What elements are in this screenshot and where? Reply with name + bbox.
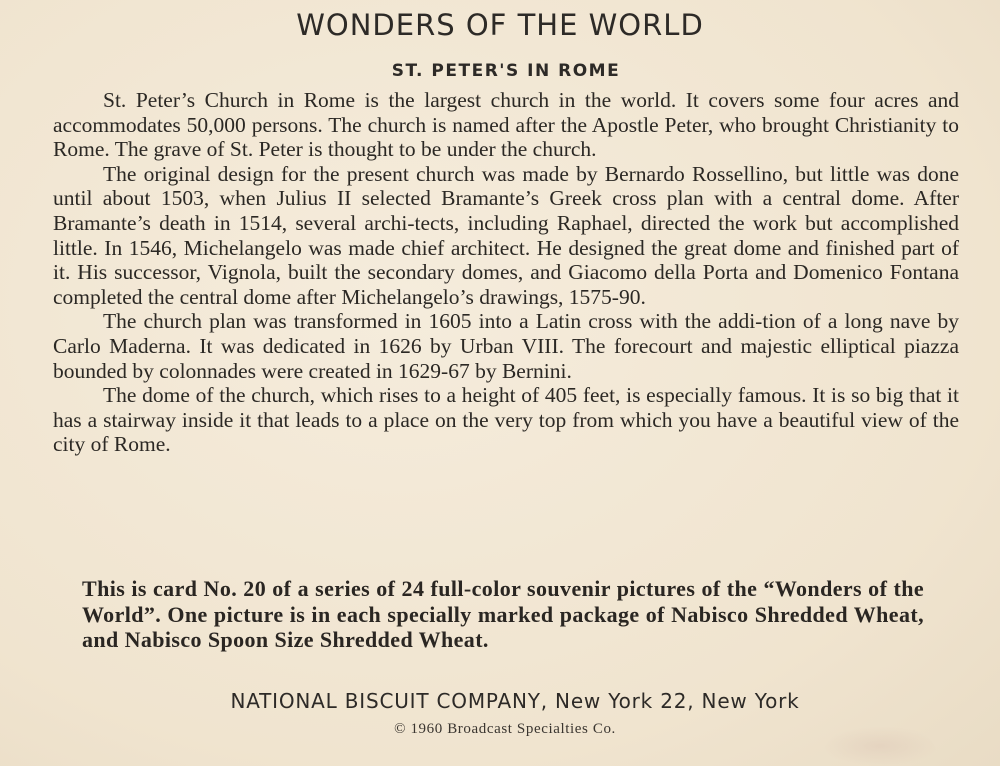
- card-body-text: [53, 88, 959, 457]
- paragraph-2: The original design for the present church was made by Bernardo Rossellino, but little was done until about 1503, when Julius II selected Bramante’s Greek cross plan with a central dome. After Bramante’s death in 1514, several archi-tects, including Raphael, directed the work but accomplished little. In 1546, Michelangelo was made chief architect. He designed the great dome and finished part of it. His successor, Vignola, built the secondary domes, and Giacomo della Porta and Domenico Fontana completed the central dome after Michelangelo’s drawings, 1575-90.: [53, 161, 959, 309]
- paragraph-3: The church plan was transformed in 1605 into a Latin cross with the addi-tion of a long nave by Carlo Maderna. It was dedicated in 1626 by Urban VIII. The forecourt and majestic elliptical piazza bounded by colonnades were created in 1629-67 by Bernini.: [53, 309, 959, 383]
- copyright-line: © 1960 Broadcast Specialties Co.: [394, 721, 616, 737]
- paragraph-1: St. Peter’s Church in Rome is the largest church in the world. It covers some four acres and accommodates 50,000 persons. The church is named after the Apostle Peter, who brought Christianity to Rome. The grave of St. Peter is thought to be under the church.: [53, 88, 959, 162]
- company-line: NATIONAL BISCUIT COMPANY, New York 22, New York: [230, 689, 800, 713]
- card-title: WONDERS OF THE WORLD: [296, 8, 704, 42]
- paper-stain: [820, 726, 940, 766]
- series-notice: This is card No. 20 of a series of 24 full-color souvenir pictures of the “Wonders of the World”. One picture is in each specially marked package of Nabisco Shredded Wheat, and Nabisco Spoon Size Shredded Wheat.: [82, 576, 924, 652]
- paragraph-4: The dome of the church, which rises to a height of 405 feet, is especially famous. It is so big that it has a stairway inside it that leads to a place on the very top from which you have a beautiful view of the city of Rome.: [53, 383, 959, 457]
- card-subtitle: ST. PETER'S IN ROME: [391, 61, 621, 81]
